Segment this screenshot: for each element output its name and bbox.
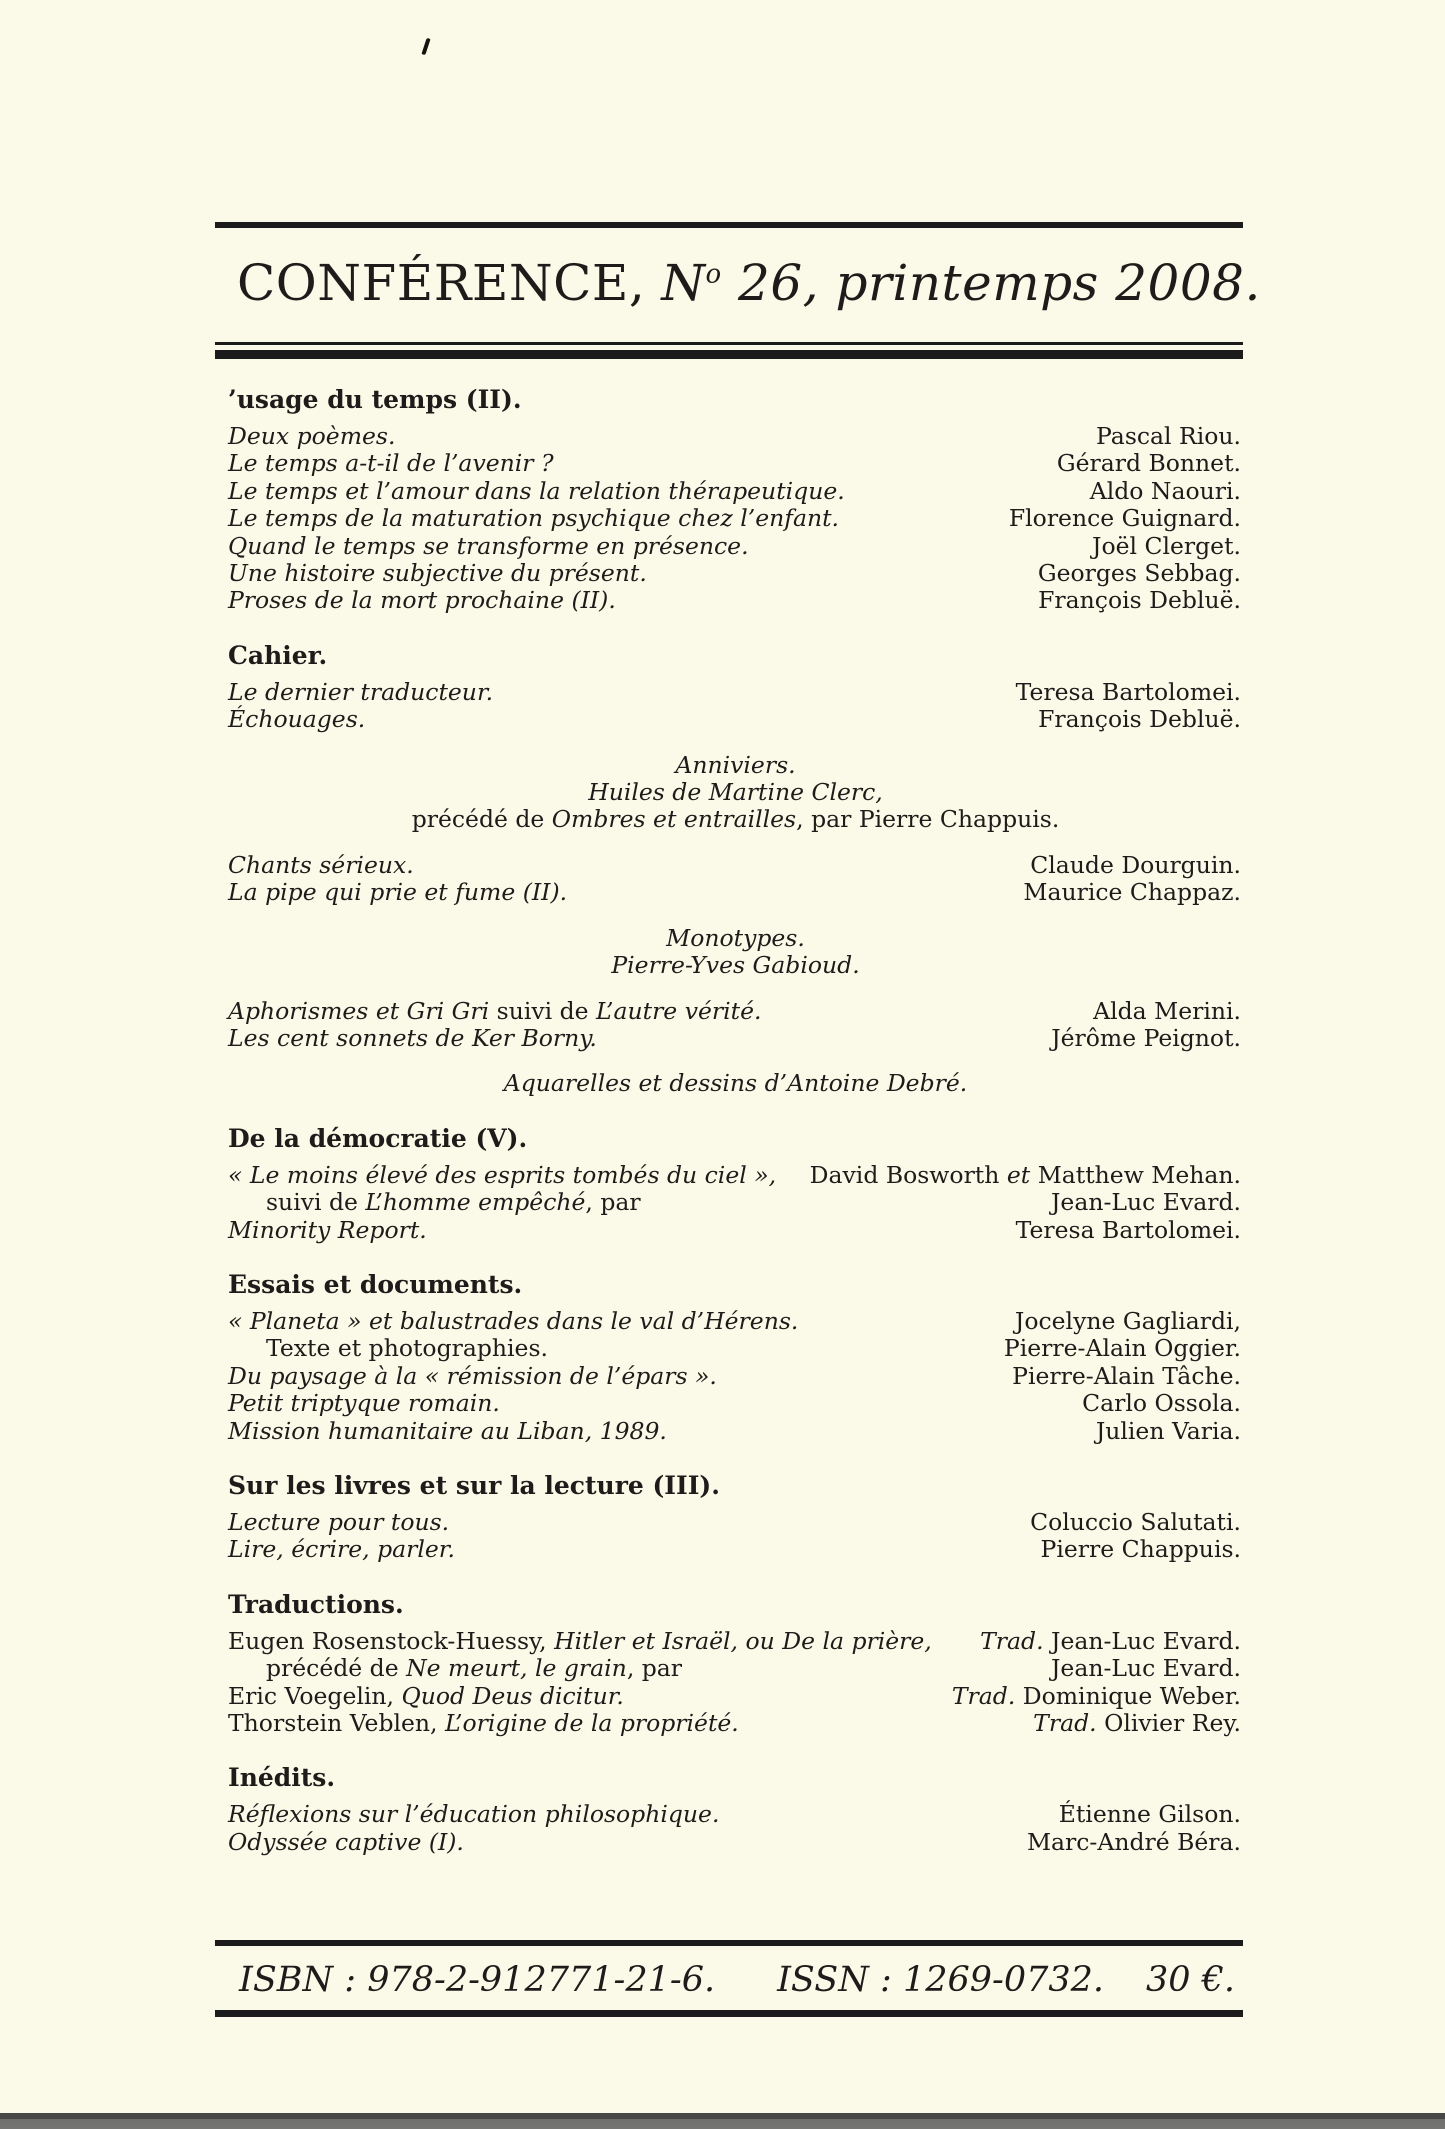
work-title: [228, 450, 554, 477]
toc-entry: [228, 1829, 1243, 1856]
work-title: [228, 587, 616, 614]
toc-entry: [228, 1390, 1243, 1417]
title-run-italic: Une histoire subjective du présent.: [228, 559, 647, 588]
title-run-italic: Proses de la mort prochaine (II).: [228, 586, 616, 615]
author-name: [1004, 1335, 1243, 1362]
center-run-italic: Anniviers.: [675, 750, 796, 779]
author-run-roman: David Bosworth: [809, 1160, 1007, 1189]
work-title: [228, 1335, 548, 1362]
issue-number-ordinal: o: [705, 259, 722, 290]
author-run-roman: Pascal Riou.: [1096, 422, 1241, 450]
title-run-italic: Quod Deus dicitur.: [401, 1681, 624, 1710]
centered-line: [228, 806, 1243, 833]
author-run-roman: Jérôme Peignot.: [1051, 1023, 1241, 1052]
center-run-italic: Ombres et entrailles: [551, 805, 797, 834]
work-title: [228, 1308, 798, 1335]
author-run-roman: Jocelyne Gagliardi,: [1014, 1306, 1241, 1335]
section-heading: Inédits.: [228, 1763, 336, 1793]
toc-entry: [228, 1628, 1243, 1655]
author-run-italic: Trad.: [1033, 1709, 1097, 1737]
title-run-roman: Eugen Rosenstock-Huessy,: [228, 1626, 555, 1655]
price-text: 30 €.: [1145, 1960, 1235, 2001]
author-run-roman: Coluccio Salutati.: [1030, 1507, 1241, 1536]
work-title: [228, 1363, 717, 1390]
toc-entry: [228, 560, 1243, 587]
toc: [228, 385, 1243, 1856]
toc-entry: [228, 706, 1243, 733]
author-run-roman: Alda Merini.: [1093, 996, 1241, 1025]
title-run-roman: précédé de: [266, 1654, 407, 1683]
centered-block: [228, 1070, 1243, 1097]
top-rule: [215, 222, 1243, 228]
title-run-roman: Texte et photographies.: [266, 1334, 548, 1363]
author-name: [1038, 706, 1243, 733]
work-title: [228, 1655, 682, 1682]
title-run-italic: « Planeta » et balustrades dans le val d’Hérens.: [228, 1306, 799, 1335]
author-run-roman: Dominique Weber.: [1015, 1681, 1241, 1710]
centered-block: [228, 752, 1243, 834]
work-title: [228, 1025, 597, 1052]
title-run-italic: Odyssée captive (I).: [228, 1827, 464, 1856]
author-name: [1016, 1217, 1243, 1244]
isbn-text: ISBN : 978-2-912771-21-6.: [239, 1960, 716, 2001]
toc-entry: [228, 1801, 1243, 1828]
author-run-roman: Georges Sebbag.: [1037, 559, 1241, 588]
journal-title-issue: [661, 254, 1261, 312]
author-name: [1009, 505, 1243, 532]
centered-line: [228, 952, 1243, 979]
toc-entry: [228, 679, 1243, 706]
centered-line: [228, 925, 1243, 952]
work-title: [228, 560, 647, 587]
title-run-italic: Du paysage à la « rémission de l’épars ».: [228, 1361, 717, 1390]
title-run-italic: Le temps a-t-il de l’avenir ?: [228, 449, 554, 478]
author-name: [980, 1628, 1243, 1655]
title-run-italic: Lecture pour tous.: [228, 1507, 450, 1536]
center-run-italic: Aquarelles et dessins d’Antoine Debré.: [503, 1069, 968, 1098]
work-title: [228, 1536, 455, 1563]
author-run-roman: Marc-André Béra.: [1026, 1827, 1241, 1856]
work-title: [228, 852, 414, 879]
author-run-roman: Julien Varia.: [1095, 1416, 1241, 1445]
author-name: [952, 1683, 1243, 1710]
title-run-italic: L’autre vérité.: [596, 996, 762, 1025]
author-name: [810, 1162, 1243, 1189]
footer-line: [215, 1960, 1243, 2000]
toc-entry: [228, 1509, 1243, 1536]
center-run-italic: Huiles de Martine Clerc,: [588, 778, 883, 807]
toc-entry: [228, 1025, 1243, 1052]
author-run-roman: Teresa Bartolomei.: [1015, 677, 1241, 706]
title-run-italic: Hitler et Israël, ou De la prière,: [554, 1626, 932, 1655]
issn-text: ISSN : 1269-0732.: [777, 1960, 1105, 2001]
work-title: [228, 1829, 464, 1856]
scan-edge-band: [0, 2113, 1445, 2129]
title-run-roman: , par: [585, 1188, 641, 1217]
author-name: [1033, 1710, 1243, 1737]
title-run-italic: L’origine de la propriété.: [445, 1709, 739, 1737]
title-run-italic: Échouages.: [228, 705, 366, 734]
title-run-italic: Lire, écrire, parler.: [228, 1535, 455, 1564]
toc-entry: [228, 478, 1243, 505]
author-name: [1012, 1363, 1243, 1390]
author-run-italic: Trad.: [980, 1626, 1044, 1655]
section-heading: ’usage du temps (II).: [228, 385, 522, 414]
title-run-italic: Chants sérieux.: [228, 850, 414, 879]
work-title: [228, 1628, 932, 1655]
author-name: [1096, 423, 1243, 450]
title-run-italic: Les cent sonnets de Ker Borny.: [228, 1023, 597, 1052]
toc-entry: [228, 1217, 1243, 1244]
author-run-roman: Claude Dourguin.: [1030, 850, 1241, 879]
author-run-roman: Jean-Luc Evard.: [1043, 1626, 1241, 1655]
toc-entry: [228, 505, 1243, 532]
toc-entry: [228, 450, 1243, 477]
title-run-italic: « Le moins élevé des esprits tombés du ciel »,: [228, 1160, 777, 1189]
author-run-roman: François Debluë.: [1038, 586, 1241, 615]
center-run-roman: , par Pierre Chappuis.: [796, 805, 1060, 834]
section-heading: Sur les livres et sur la lecture (III).: [228, 1470, 720, 1500]
toc-entry: [228, 1335, 1243, 1362]
centered-line: [228, 1070, 1243, 1097]
work-title: [228, 505, 839, 532]
author-name: [1030, 852, 1243, 879]
center-run-roman: précédé de: [411, 805, 552, 834]
toc-entry: [228, 879, 1243, 906]
title-run-roman: suivi de: [496, 996, 597, 1025]
work-title: [228, 533, 749, 560]
author-run-roman: Jean-Luc Evard.: [1051, 1654, 1241, 1683]
work-title: [228, 1418, 667, 1445]
toc-entry: [228, 1536, 1243, 1563]
author-name: [1023, 879, 1243, 906]
section-heading: De la démocratie (V).: [228, 1123, 528, 1153]
author-name: [1051, 1189, 1243, 1216]
title-run-italic: Le dernier traducteur.: [228, 677, 494, 706]
page-content: [215, 0, 1261, 2017]
toc-entry: [228, 998, 1243, 1025]
author-name: [1038, 560, 1243, 587]
center-run-italic: Pierre-Yves Gabioud.: [611, 951, 860, 980]
author-run-roman: Florence Guignard.: [1008, 504, 1241, 533]
toc-entry: [228, 1308, 1243, 1335]
issue-number-rest: 26, printemps 2008.: [721, 254, 1261, 312]
work-title: [228, 706, 365, 733]
work-title: [228, 1683, 624, 1710]
title-run-italic: L’homme empêché: [365, 1188, 586, 1217]
issue-number-n: N: [661, 254, 706, 312]
author-run-roman: Aldo Naouri.: [1089, 476, 1241, 505]
title-run-roman: Eric Voegelin,: [228, 1681, 402, 1710]
footer-rule-bottom: [215, 2010, 1243, 2017]
author-run-roman: François Debluë.: [1038, 705, 1241, 734]
journal-title: [237, 254, 1261, 312]
toc-entry: [228, 587, 1243, 614]
author-name: [1090, 478, 1243, 505]
footer-rule-top: [215, 1940, 1243, 1946]
work-title: [228, 1217, 427, 1244]
toc-entry: [228, 423, 1243, 450]
work-title: [228, 879, 567, 906]
author-name: [1038, 587, 1243, 614]
title-run-italic: Réflexions sur l’éducation philosophique.: [228, 1800, 720, 1829]
author-name: [1016, 679, 1243, 706]
toc-entry: [228, 1683, 1243, 1710]
title-run-italic: La pipe qui prie et fume (II).: [228, 878, 568, 907]
author-name: [1027, 1829, 1243, 1856]
author-run-roman: Carlo Ossola.: [1082, 1389, 1241, 1418]
title-run-roman: , par: [626, 1654, 683, 1683]
author-name: [1030, 1509, 1243, 1536]
author-run-roman: Maurice Chappaz.: [1023, 878, 1241, 907]
title-run-roman: suivi de: [266, 1188, 366, 1217]
author-run-roman: Pierre-Alain Oggier.: [1003, 1334, 1241, 1363]
author-run-roman: Olivier Rey.: [1096, 1709, 1241, 1737]
work-title: [228, 423, 395, 450]
title-run-italic: Quand le temps se transforme en présence.: [228, 531, 749, 560]
work-title: [228, 1801, 719, 1828]
author-run-italic: et: [1006, 1160, 1031, 1189]
title-run-italic: Aphorismes et Gri Gri: [228, 996, 497, 1025]
section-heading: Essais et documents.: [228, 1269, 523, 1299]
author-run-roman: Pierre-Alain Tâche.: [1012, 1361, 1241, 1390]
toc-entry: [228, 1189, 1243, 1216]
centered-line: [228, 779, 1243, 806]
title-run-italic: Mission humanitaire au Liban, 1989.: [228, 1416, 667, 1445]
toc-entry: [228, 1363, 1243, 1390]
work-title: [228, 998, 761, 1025]
work-title: [228, 478, 845, 505]
author-name: [1057, 450, 1243, 477]
author-name: [1041, 1536, 1243, 1563]
author-name: [1051, 1025, 1243, 1052]
centered-block: [228, 925, 1243, 980]
work-title: [228, 1162, 776, 1189]
toc-entry: [228, 1418, 1243, 1445]
toc-entry: [228, 1655, 1243, 1682]
toc-entry: [228, 1162, 1243, 1189]
author-run-roman: Teresa Bartolomei.: [1015, 1215, 1241, 1244]
author-run-roman: Jean-Luc Evard.: [1051, 1188, 1241, 1217]
toc-entry: [228, 1710, 1243, 1737]
author-run-roman: Gérard Bonnet.: [1056, 449, 1241, 478]
title-run-italic: Ne meurt, le grain: [406, 1654, 627, 1683]
title-run-italic: Petit triptyque romain.: [228, 1389, 500, 1418]
author-name: [1096, 1418, 1243, 1445]
author-name: [1082, 1390, 1243, 1417]
title-run-italic: Le temps de la maturation psychique chez l’enfant.: [228, 504, 840, 533]
author-run-roman: Matthew Mehan.: [1030, 1160, 1241, 1189]
title-run-italic: Deux poèmes.: [228, 422, 396, 450]
center-run-italic: Monotypes.: [666, 923, 805, 952]
author-name: [1051, 1655, 1243, 1682]
title-run-italic: Minority Report.: [228, 1215, 427, 1244]
work-title: [228, 1189, 641, 1216]
author-run-italic: Trad.: [951, 1681, 1016, 1710]
centered-line: [228, 752, 1243, 779]
author-name: [1059, 1801, 1243, 1828]
author-run-roman: Pierre Chappuis.: [1040, 1535, 1241, 1564]
title-underline-thick: [215, 350, 1243, 359]
author-name: [1015, 1308, 1243, 1335]
author-name: [1092, 533, 1243, 560]
work-title: [228, 1390, 500, 1417]
toc-entry: [228, 533, 1243, 560]
section-heading: Cahier.: [228, 640, 328, 670]
work-title: [228, 679, 493, 706]
work-title: [228, 1710, 739, 1737]
work-title: [228, 1509, 449, 1536]
journal-title-name: CONFÉRENCE,: [237, 254, 646, 312]
section-heading: Traductions.: [228, 1589, 404, 1619]
title-run-italic: Le temps et l’amour dans la relation thérapeutique.: [228, 476, 845, 505]
toc-entry: [228, 852, 1243, 879]
title-underline-thin: [215, 342, 1243, 345]
author-run-roman: Étienne Gilson.: [1058, 1800, 1241, 1829]
title-run-roman: Thorstein Veblen,: [228, 1709, 445, 1737]
author-run-roman: Joël Clerget.: [1092, 531, 1241, 560]
author-name: [1093, 998, 1243, 1025]
